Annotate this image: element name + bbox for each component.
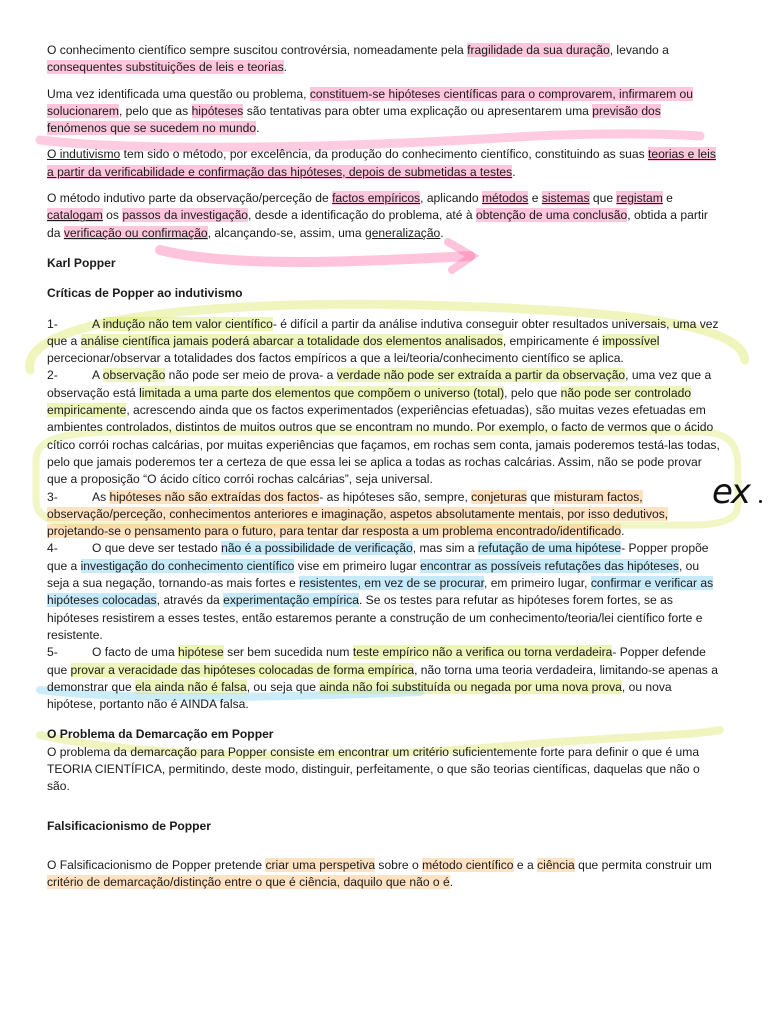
highlight: registam — [616, 191, 663, 206]
handwritten-dot — [759, 500, 762, 503]
text: percecionar/observar a totalidades dos factos empíricos a que a lei/teoria/conhecimento científico se aplica. — [47, 351, 624, 366]
underlined-term: O indutivismo — [47, 147, 121, 162]
item-number: 5- — [47, 645, 58, 660]
text: , pelo que as — [118, 103, 192, 118]
text: O facto de uma — [92, 645, 179, 660]
text: Uma vez identificada uma questão ou problema, — [47, 86, 310, 101]
item-number: 4- — [47, 541, 58, 556]
highlight: factos empíricos — [332, 191, 421, 206]
text: , desde a identificação do problema, até à — [248, 208, 476, 223]
item-number: 1- — [47, 316, 58, 331]
highlight: ela ainda não é falsa — [135, 679, 247, 694]
highlight: refutação de uma hipótese — [477, 541, 622, 556]
text: O que deve ser testado — [92, 541, 222, 556]
text: vise em primeiro lugar — [294, 558, 421, 573]
text: , levando a — [609, 43, 669, 57]
highlight: hipóteses — [191, 103, 244, 118]
paragraph-metodo-indutivo — [47, 190, 723, 242]
highlight: ainda não foi substituída ou negada por uma nova prova — [319, 679, 622, 694]
highlight: fragilidade da sua duração — [467, 43, 610, 57]
highlight: sistemas — [541, 191, 590, 206]
text: , aplicando — [420, 191, 482, 206]
highlight: hipóteses não são extraídas dos factos — [109, 489, 320, 504]
text: , obtida a partir da — [47, 208, 708, 240]
text: que — [526, 489, 554, 504]
item-number: 2- — [47, 368, 58, 383]
text: . — [256, 121, 260, 136]
highlight: limitada a uma parte dos elementos que compõem o universo (total) — [139, 385, 505, 400]
text: A — [92, 316, 103, 331]
highlight: teste empírico não a verifica ou torna verdadeira — [352, 645, 613, 660]
paragraph-indutivismo — [47, 146, 723, 181]
paragraph-hypotheses — [47, 86, 723, 138]
text: As — [92, 489, 110, 504]
highlight: análise científica jamais poderá abarcar a totalidade dos elementos analisados — [80, 333, 503, 348]
text: , alcançando-se, assim, uma — [207, 225, 365, 240]
text: são tentativas para obter uma explicação ou apresentarem uma — [243, 103, 593, 118]
text: , ou seja que — [246, 679, 320, 694]
text: os — [102, 208, 123, 223]
item-number: 3- — [47, 489, 58, 504]
heading-falsificacionismo: Falsificacionismo de Popper — [47, 818, 211, 833]
text: e — [528, 191, 542, 206]
highlight: provar a veracidade das hipóteses colocadas de forma empírica — [70, 662, 415, 677]
text: O método indutivo parte da observação/perceção de — [47, 191, 333, 206]
heading-karl-popper: Karl Popper — [47, 255, 116, 270]
text: O conhecimento científico sempre suscitou controvérsia, nomeadamente pela — [47, 43, 468, 57]
highlight: encontrar as possíveis refutações das hipóteses — [420, 558, 679, 573]
text: , acrescendo ainda que os factos experimentados (experiências efetuadas), são muitas vezes efetuadas em ambientes controlados, distintos de muitos outros que se encontram no mundo. Por exemplo, o facto de vermos que o ácido cítico corrói rochas calcárias, por muitas experiências que façamos, em rochas sem conta, jamais poderemos testá-las todas, pelo que jamais poderemos ter a certeza de que essa lei se aplica a todas as rochas calcárias. Assim, não se pode provar que a proposição “O ácido cítico corrói rochas calcárias”, seja universal. — [47, 403, 720, 487]
highlight: observação — [102, 368, 166, 383]
highlight: verificação ou confirmação — [63, 225, 208, 240]
highlight: consequentes substituições de leis e teorias — [47, 60, 284, 75]
highlight: previsão dos fenómenos que se sucedem no mundo — [47, 103, 661, 136]
highlight: verdade não pode ser extraída a partir da observação — [336, 368, 626, 383]
highlight: indução não tem valor científico — [102, 316, 273, 331]
paragraph-falsificacionismo — [47, 857, 723, 892]
critique-item-3 — [47, 489, 723, 541]
highlight: catalogam — [47, 208, 103, 223]
text: , através da — [156, 593, 224, 608]
highlight: passos da investigação — [122, 208, 249, 223]
document-body — [47, 42, 723, 891]
text: que — [589, 191, 617, 206]
highlight: não pode ser controlado empiricamente — [47, 385, 692, 418]
highlight: confirmar e verificar as hipóteses colocadas — [47, 576, 714, 608]
text: e a — [513, 857, 538, 872]
critique-item-1 — [47, 316, 723, 368]
critique-item-4 — [47, 540, 723, 644]
highlight: métodos — [481, 191, 529, 206]
text: , mas sim a — [412, 541, 478, 556]
text: tem sido o método, por excelência, da produção do conhecimento científico, constituindo as suas — [120, 147, 648, 162]
text: , ou nova hipótese, portanto não é AINDA falsa. — [47, 679, 672, 712]
highlight: método científico — [422, 857, 514, 872]
text: e — [662, 191, 673, 206]
text: , uma vez que a observação está — [47, 368, 712, 400]
text: O Falsificacionismo de Popper pretende — [47, 857, 266, 872]
text: - Popper defende que — [47, 645, 706, 677]
text: . — [440, 225, 444, 240]
text: . — [512, 164, 516, 179]
text: ser bem sucedida num — [223, 645, 353, 660]
highlight: criar uma perspetiva — [265, 857, 376, 872]
text: . Se os testes para refutar as hipóteses forem fortes, se as hipóteses resistirem a esses testes, então estaremos perante a construção de um conhecimento/teoria/lei científico forte e resistente. — [47, 593, 703, 642]
highlight: experimentação empírica — [223, 593, 359, 608]
highlight: constituem-se hipóteses científicas para o comprovarem, infirmarem ou solucionarem — [47, 86, 693, 118]
highlight: impossível — [602, 333, 660, 348]
text: A — [92, 368, 103, 383]
paragraph-demarcacao: O problema da demarcação para Popper consiste em encontrar um critério suficientemente forte para definir o que é uma TEORIA CIENTÍFICA, permitindo, deste modo, distinguir, perfeitamente, o que são teorias científicas, daquelas que não o são. — [47, 744, 700, 794]
text: , não torna uma teoria verdadeira, limitando-se apenas a demonstrar que — [47, 662, 718, 694]
highlight: teorias e leis a partir da verificabilidade e confirmação das hipóteses, depois de submetidas a testes — [47, 147, 716, 179]
text: , ou seja a sua negação, tornando-as mais fortes e — [47, 558, 700, 591]
critique-item-5 — [47, 644, 723, 713]
highlight: investigação do conhecimento científico — [80, 558, 295, 573]
text: não pode ser meio de prova- a — [165, 368, 337, 383]
highlight: resistentes, em vez de se procurar — [299, 576, 484, 591]
text: que permita construir um — [574, 857, 712, 872]
highlight: ciência — [537, 857, 575, 872]
text: , empiricamente é — [502, 333, 603, 348]
text: , pelo que — [504, 385, 561, 400]
text: . — [283, 60, 288, 75]
text: - é difícil a partir da análise indutiva conseguir obter resultados universais, uma vez que a — [47, 316, 719, 348]
text: - as hipóteses são, sempre, — [319, 489, 472, 504]
highlight: misturam factos, observação/perceção, conhecimentos anteriores e imaginação, aspetos absolutamente mentais, por isso dedutivos, projetando-se o pensamento para o futuro, para tentar dar resposta a um problema encontrado/identificado — [47, 489, 669, 539]
heading-criticas: Críticas de Popper ao indutivismo — [47, 286, 243, 301]
text: sobre o — [375, 857, 423, 872]
highlight: não é a possibilidade de verificação — [221, 541, 413, 556]
handwritten-ex-note: ex — [712, 472, 750, 512]
text: . — [621, 524, 625, 539]
highlight: obtenção de uma conclusão — [475, 208, 628, 223]
highlight: conjeturas — [471, 489, 527, 504]
heading-demarcacao: O Problema da Demarcação em Popper — [47, 727, 274, 742]
text: - Popper propõe que a — [47, 541, 709, 573]
text: , em primeiro lugar, — [483, 576, 591, 591]
underlined-term: generalização — [364, 225, 441, 240]
highlight: hipótese — [178, 645, 224, 660]
paragraph-intro — [47, 42, 723, 77]
critique-item-2 — [47, 367, 723, 488]
text: . — [449, 875, 454, 890]
highlight: critério de demarcação/distinção entre o que é ciência, daquilo que não o é — [47, 875, 450, 890]
